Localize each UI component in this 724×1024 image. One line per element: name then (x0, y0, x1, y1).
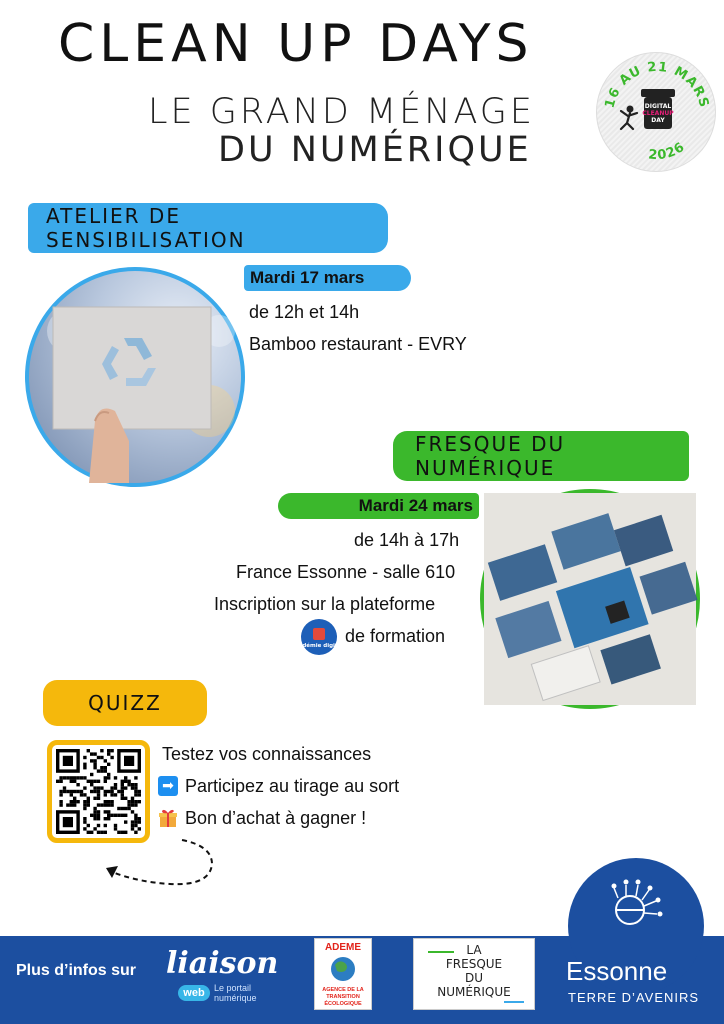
workshop-tag-label: ATELIER DE SENSIBILISATION (46, 204, 246, 252)
fresque-date-pill (278, 493, 479, 519)
fresque-date: Mardi 24 mars (358, 496, 473, 515)
liaison-logo-word[interactable]: liaison (166, 946, 279, 981)
quiz-line3: Bon d’achat à gagner ! (185, 808, 367, 828)
liaison-web-pill[interactable]: web (178, 985, 210, 1001)
qr-code[interactable] (47, 740, 150, 843)
portail-line1: Le portail (214, 983, 252, 993)
fresque-place: France Essonne - salle 610 (236, 562, 456, 582)
fresque-logo-line3: DU (464, 971, 484, 985)
portail-line2: numérique (214, 993, 257, 1003)
quiz-line2: Participez au tirage au sort (185, 776, 400, 796)
fresque-cards-photo (480, 489, 700, 709)
quiz-line1: Testez vos connaissances (162, 744, 372, 764)
fresque-signup-line: Inscription sur la plateforme (214, 594, 436, 614)
badge-dates-text: 16 AU 21 MARS (602, 59, 712, 110)
ademe-logo (314, 938, 372, 1010)
badge-logo-line3: DAY (651, 117, 665, 124)
academie-digitale-icon[interactable] (291, 618, 347, 656)
page-subtitle-line2: DU NUMÉRIQUE (218, 130, 532, 170)
badge-logo-line1: DIGITAL (644, 103, 672, 110)
ademe-title: ADEME (324, 942, 362, 953)
page-title: CLEAN UP DAYS (58, 14, 534, 74)
more-info-label: Plus d’infos sur (16, 962, 137, 979)
fresque-section-tag (393, 431, 689, 481)
digital-cleanup-day-badge (596, 52, 716, 172)
curved-arrow-icon (100, 834, 230, 892)
essonne-name: Essonne (566, 956, 668, 986)
essonne-tagline: TERRE D’AVENIRS (568, 990, 700, 1005)
badge-year-text: 2026 (647, 139, 689, 164)
page-subtitle-line1: LE GRAND MÉNAGE (148, 92, 536, 132)
ademe-subtitle: AGENCE DE LA TRANSITION ÉCOLOGIQUE (322, 987, 364, 1007)
quiz-section-tag (43, 680, 207, 726)
arrow-right-icon: ➡ (158, 776, 178, 796)
workshop-section-tag (28, 203, 388, 253)
recycle-photo (25, 267, 245, 487)
badge-logo-line2: CLEANUP (642, 110, 674, 117)
workshop-date-pill (244, 265, 411, 291)
quiz-tag-label: QUIZZ (88, 691, 162, 715)
fresque-signup-line2: de formation (345, 626, 446, 646)
fresque-logo-line1: LA (466, 943, 482, 957)
liaison-portail-text (214, 983, 257, 1003)
svg-text:2026 (648, 140, 688, 164)
qr-code-image (56, 749, 141, 834)
fresque-logo-accent-bottom (504, 1001, 524, 1003)
gift-icon (158, 808, 178, 828)
fresque-logo-line2: FRESQUE (445, 957, 503, 971)
fresque-time: de 14h à 17h (354, 530, 460, 550)
academie-digitale-label: Académie digitale (291, 643, 347, 649)
workshop-place: Bamboo restaurant - EVRY (249, 334, 467, 354)
fresque-numerique-logo (413, 938, 535, 1010)
fresque-tag-label: FRESQUE DU NUMÉRIQUE (415, 432, 566, 480)
fresque-logo-accent-top (428, 951, 454, 953)
workshop-time: de 12h et 14h (249, 302, 360, 322)
fresque-logo-line4: NUMÉRIQUE (437, 985, 511, 999)
workshop-date: Mardi 17 mars (250, 268, 365, 287)
